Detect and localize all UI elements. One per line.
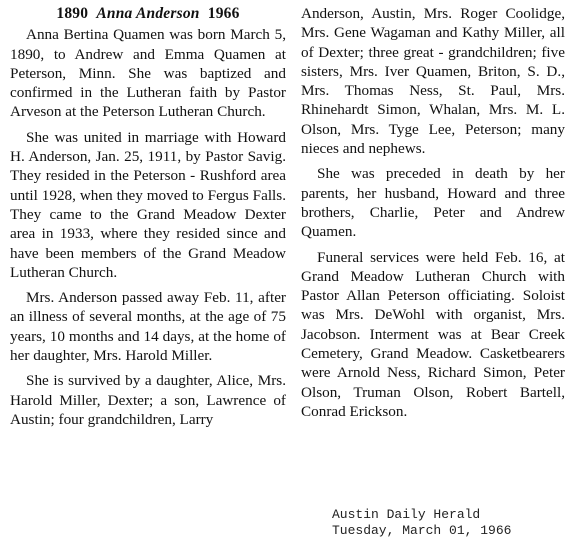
paragraph-death: Mrs. Anderson passed away Feb. 11, after an illness of several months, at the age of 75 years, 10 months and 14 days, at the home of her daughter, Mrs. Harold Miller. [10, 289, 286, 365]
left-column [10, 4, 286, 435]
deceased-name: Anna Anderson [96, 5, 200, 22]
source-citation [332, 507, 511, 539]
publication-name: Austin Daily Herald [332, 507, 481, 522]
paragraph-marriage: She was united in marriage with Howard H. Anderson, Jan. 25, 1911, by Pastor Savig. They resided in the Peterson - Rushford area until 1928, when they moved to Fergus Falls. They came to the Grand Meadow Dexter area in 1933, where they resided since and have been members of the Grand Meadow Lutheran Church. [10, 128, 286, 281]
paragraph-preceded: She was preceded in death by her parents, her husband, Howard and three brothers, Charlie, Peter and Andrew Quamen. [301, 165, 565, 241]
death-year: 1966 [207, 5, 240, 22]
paragraph-funeral: Funeral services were held Feb. 16, at Grand Meadow Lutheran Church with Pastor Allan Peterson officiating. Soloist was Mrs. DeWohl with organist, Mrs. Jacobson. Interment was at Bear Creek Cemetery, Grand Meadow. Casketbearers were Arnold Ness, Richard Simon, Peter Olson, Truman Olson, Robert Bartell, Conrad Erickson. [301, 248, 565, 420]
paragraph-survivors-start: She is survived by a daughter, Alice, Mrs. Harold Miller, Dexter; a son, Lawrence of Austin; four grandchildren, Larry [10, 372, 286, 428]
obituary-headline [10, 4, 286, 23]
paragraph-survivors-continued: Anderson, Austin, Mrs. Roger Coolidge, Mrs. Gene Wagaman and Kathy Miller, all of Dexter; three great - grandchildren; five sisters, Mrs. Iver Quamen, Briton, S. D., Mrs. Thomas Ness, St. Paul, Mrs. Rhinehardt Simon, Whalan, Mrs. M. L. Olson, Mrs. Tyge Lee, Peterson; many nieces and nephews. [301, 5, 565, 158]
publication-date: Tuesday, March 01, 1966 [332, 523, 512, 538]
paragraph-birth: Anna Bertina Quamen was born March 5, 1890, to Andrew and Emma Quamen at Peterson, Minn. She was baptized and confirmed in the Lutheran faith by Pastor Arveson at the Peterson Lutheran Church. [10, 26, 286, 121]
right-column [301, 4, 565, 427]
birth-year: 1890 [56, 5, 89, 22]
